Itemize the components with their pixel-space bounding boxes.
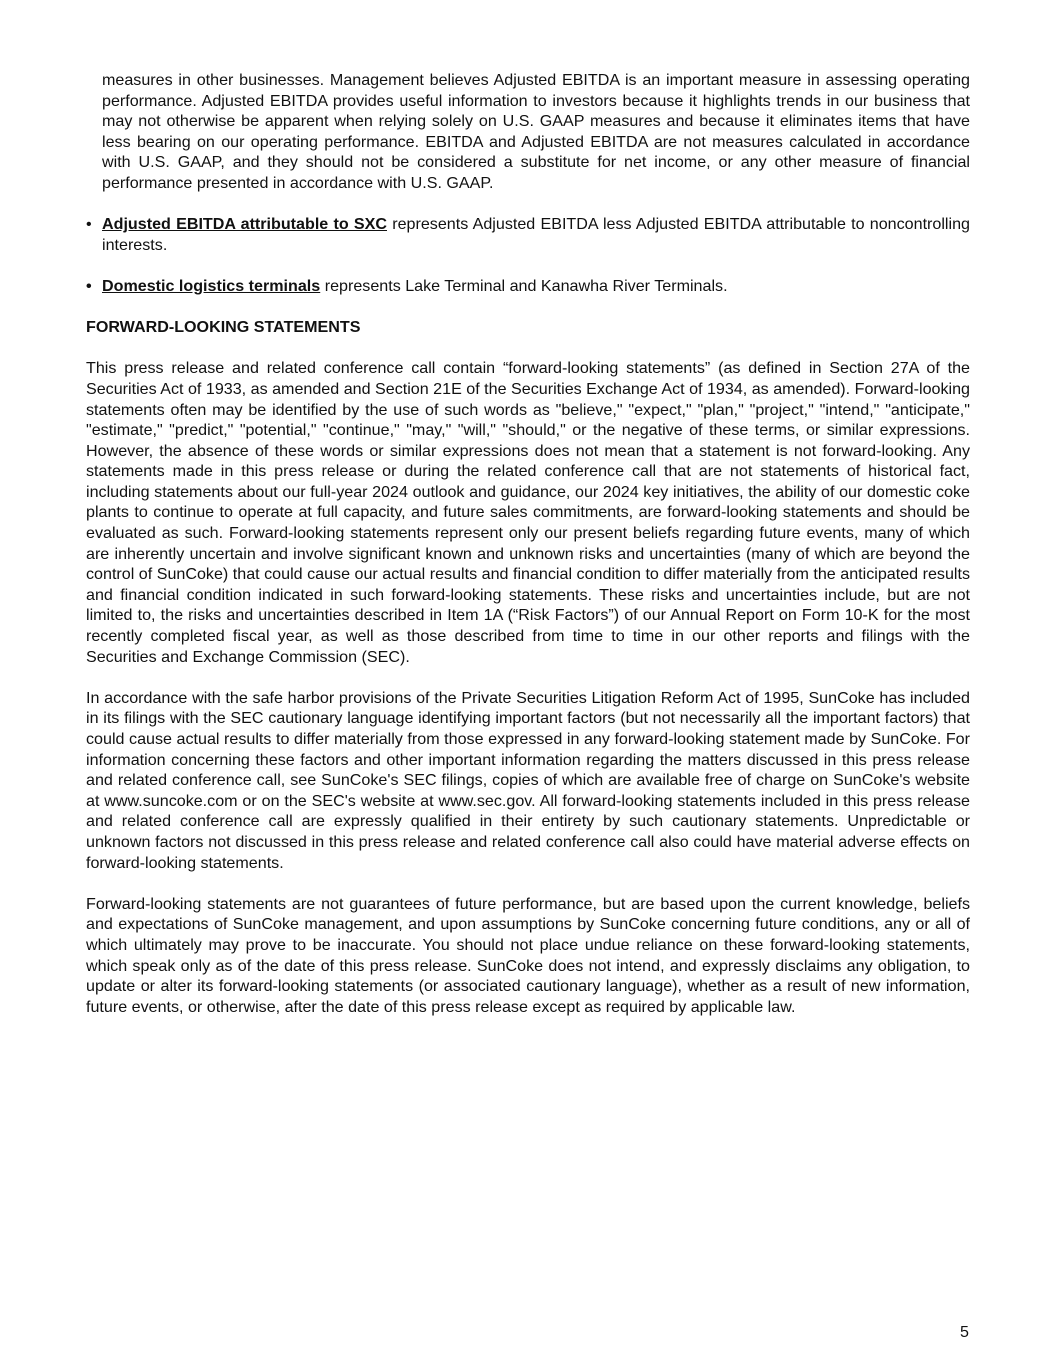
continuation-paragraph: measures in other businesses. Management believes Adjusted EBITDA is an important measure in assessing operating performance. Adjusted EBITDA provides useful information to investors because it highlights trends in our business that may not otherwise be apparent when relying solely on U.S. GAAP measures and because it eliminates items that have less bearing on our operating performance. EBITDA and Adjusted EBITDA are not measures calculated in accordance with U.S. GAAP, and they should not be considered a substitute for net income, or any other measure of financial performance presented in accordance with U.S. GAAP. [102,71,970,192]
paragraph-no-guarantee: Forward-looking statements are not guarantees of future performance, but are based upon the current knowledge, beliefs and expectations of SunCoke management, and upon assumptions by SunCoke concerning future conditions, any or all of which ultimately may prove to be inaccurate. You should not place undue reliance on these forward-looking statements, which speak only as of the date of this press release. SunCoke does not intend, and expressly disclaims any obligation, to update or alter its forward-looking statements (or associated cautionary language), whether as a result of new information, future events, or otherwise, after the date of this press release except as required by applicable law. [86,894,970,1016]
definition-text: represents Adjusted EBITDA less Adjusted EBITDA attributable to noncontrolling interests. [102,215,970,254]
bullet-marker: • [86,276,92,295]
page-number: 5 [960,1323,969,1341]
bullet-marker: • [86,215,92,234]
definition-term: Domestic logistics terminals [102,276,321,295]
definition-item-domestic-logistics-terminals [86,276,970,297]
paragraph-safe-harbor: In accordance with the safe harbor provisions of the Private Securities Litigation Reform Act of 1995, SunCoke has included in its filings with the SEC cautionary language identifying important factors (but not necessarily all the important factors) that could cause actual results to differ materially from those expressed in any forward-looking statement made by SunCoke. For information concerning these factors and other important information regarding the matters discussed in this press release and related conference call, see SunCoke's SEC filings, copies of which are available free of charge on SunCoke's website at www.suncoke.com or on the SEC's website at www.sec.gov. All forward-looking statements included in this press release and related conference call are expressly qualified in their entirety by such cautionary statements. Unpredictable or unknown factors not discussed in this press release and related conference call also could have material adverse effects on forward-looking statements. [86,688,970,872]
definition-term: Adjusted EBITDA attributable to SXC [102,215,387,234]
definition-text: represents Lake Terminal and Kanawha River Terminals. [320,276,728,295]
definition-item-adjusted-ebitda-sxc [86,214,970,255]
section-heading: FORWARD-LOOKING STATEMENTS [86,318,361,337]
document-body [86,70,970,1017]
paragraph-forward-looking-intro: This press release and related conference call contain “forward-looking statements” (as defined in Section 27A of the Securities Act of 1933, as amended and Section 21E of the Securities Exchange Act of 1934, as amended). Forward-looking statements often may be identified by the use of such words as "believe," "expect," "plan," "project," "intend," "anticipate," "estimate," "predict," "potential," "continue," "may," "will," "should," or the negative of these terms, or similar expressions. However, the absence of these words or similar expressions does not mean that a statement is not forward-looking. Any statements made in this press release or during the related conference call that are not statements of historical fact, including statements about our full-year 2024 outlook and guidance, our 2024 key initiatives, the ability of our domestic coke plants to continue to operate at full capacity, and future sales commitments, are forward-looking statements and should be evaluated as such. Forward-looking statements represent only our present beliefs regarding future events, many of which are inherently uncertain and involve significant known and unknown risks and uncertainties (many of which are beyond the control of SunCoke) that could cause our actual results and financial condition to differ materially from the anticipated results and financial condition indicated in such forward-looking statements. These risks and uncertainties include, but are not limited to, the risks and uncertainties described in Item 1A (“Risk Factors”) of our Annual Report on Form 10-K for the most recently completed fiscal year, as well as those described from time to time in our other reports and filings with the Securities and Exchange Commission (SEC). [86,359,970,666]
